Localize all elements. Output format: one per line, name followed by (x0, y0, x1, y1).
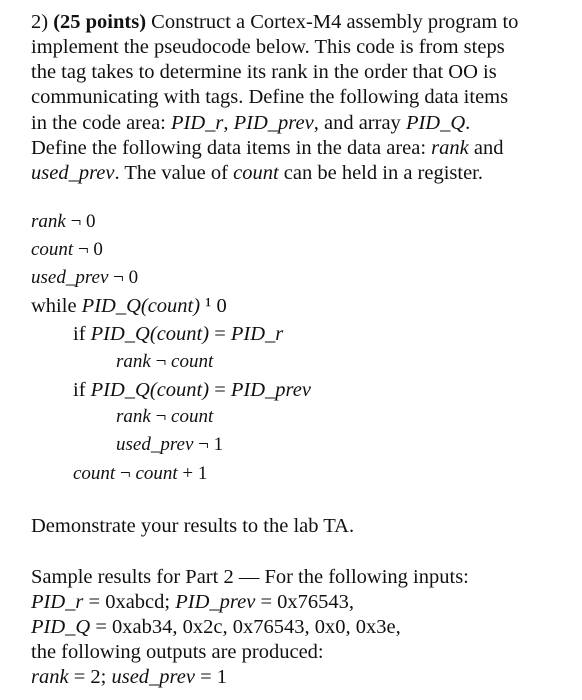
problem-line-7-b: . The value of (114, 162, 234, 184)
pc-l9-rest: ¬ 1 (193, 434, 224, 455)
pc-l10-arrow: ¬ (115, 463, 136, 484)
problem-line-1-text: Construct a Cortex-M4 assembly program to (146, 11, 519, 33)
pc-l8-arrow: ¬ (150, 406, 172, 427)
pc-l10-rest: + 1 (177, 463, 208, 484)
demo-instruction: Demonstrate your results to the lab TA. (31, 515, 355, 537)
pc-l4-while: while (31, 295, 82, 317)
pid-r-term: PID_r (171, 112, 224, 134)
sample-used-prev-val: = 1 (194, 666, 228, 688)
pc-l7-lhs: PID_Q(count) (90, 379, 210, 401)
pc-l9-var: used_prev (116, 434, 194, 455)
pseudocode-line-9 (116, 433, 223, 457)
problem-line-5-e: , and array (313, 112, 406, 134)
sample-line-5 (31, 665, 227, 689)
pc-l7-if: if (73, 379, 91, 401)
problem-line-2: implement the pseudocode below. This code is from steps (31, 36, 505, 58)
pseudocode-line-1 (31, 210, 96, 234)
pid-q-term: PID_Q (405, 112, 466, 134)
problem-line-6 (31, 136, 503, 160)
rank-term: rank (431, 137, 469, 159)
pc-l6-val: count (171, 351, 214, 372)
problem-line-5-g: . (465, 112, 471, 134)
problem-line-5 (31, 111, 470, 135)
pc-l4-cond: PID_Q(count) (81, 295, 201, 317)
pc-l10-val: count (135, 463, 178, 484)
count-term: count (233, 162, 279, 184)
sample-line-2 (31, 590, 354, 614)
pc-l7-eq: = (209, 379, 231, 401)
problem-line-3: the tag takes to determine its rank in the order that OO is (31, 61, 497, 83)
pseudocode-line-6 (116, 350, 213, 374)
pc-l7-rhs: PID_prev (230, 379, 311, 401)
problem-line-4: communicating with tags. Define the following data items (31, 86, 509, 108)
sample-line-4: the following outputs are produced: (31, 641, 324, 663)
sample-pid-prev-val: = 0x76543, (255, 591, 354, 613)
problem-line-7-d: can be held in a register. (278, 162, 484, 184)
pc-l1-var: rank (31, 211, 66, 232)
sample-rank: rank (31, 666, 69, 688)
pc-l1-rest: ¬ 0 (65, 211, 96, 232)
pseudocode-line-3 (31, 266, 138, 290)
pc-l2-var: count (31, 239, 74, 260)
problem-line-5-a: in the code area: (31, 112, 172, 134)
pid-prev-term: PID_prev (233, 112, 314, 134)
sample-pid-q-val: = 0xab34, 0x2c, 0x76543, 0x0, 0x3e, (90, 616, 401, 638)
pc-l5-rhs: PID_r (230, 323, 284, 345)
pseudocode-line-5 (73, 322, 283, 346)
pc-l6-var: rank (116, 351, 151, 372)
problem-line-6-c: and (468, 137, 504, 159)
sample-used-prev: used_prev (111, 666, 195, 688)
pc-l3-rest: ¬ 0 (108, 267, 139, 288)
pc-l3-var: used_prev (31, 267, 109, 288)
sample-line-1: Sample results for Part 2 — For the following inputs: (31, 566, 469, 588)
pc-l5-lhs: PID_Q(count) (90, 323, 210, 345)
pc-l4-rest: ¹ 0 (200, 295, 227, 317)
pc-l5-eq: = (209, 323, 231, 345)
problem-line-1 (31, 10, 518, 34)
problem-line-5-c: , (223, 112, 234, 134)
pc-l10-var: count (73, 463, 116, 484)
pc-l5-if: if (73, 323, 91, 345)
pseudocode-line-4 (31, 294, 227, 318)
pc-l2-rest: ¬ 0 (73, 239, 103, 260)
sample-pid-q: PID_Q (31, 616, 91, 638)
pc-l8-var: rank (116, 406, 151, 427)
problem-line-6-a: Define the following data items in the data area: (31, 137, 432, 159)
pseudocode-line-2 (31, 238, 103, 262)
sample-rank-val: = 2; (68, 666, 112, 688)
pseudocode-line-10 (73, 462, 207, 486)
used-prev-term: used_prev (31, 162, 115, 184)
sample-pid-r: PID_r (31, 591, 84, 613)
pc-l8-val: count (171, 406, 214, 427)
sample-pid-r-val: = 0xabcd; (83, 591, 176, 613)
sample-line-3 (31, 615, 401, 639)
problem-line-7 (31, 161, 483, 185)
pc-l6-arrow: ¬ (150, 351, 172, 372)
problem-number: 2) (31, 11, 49, 33)
sample-pid-prev: PID_prev (175, 591, 256, 613)
problem-points: (25 points) (53, 11, 147, 33)
pseudocode-line-8 (116, 405, 213, 429)
pseudocode-line-7 (73, 378, 311, 402)
